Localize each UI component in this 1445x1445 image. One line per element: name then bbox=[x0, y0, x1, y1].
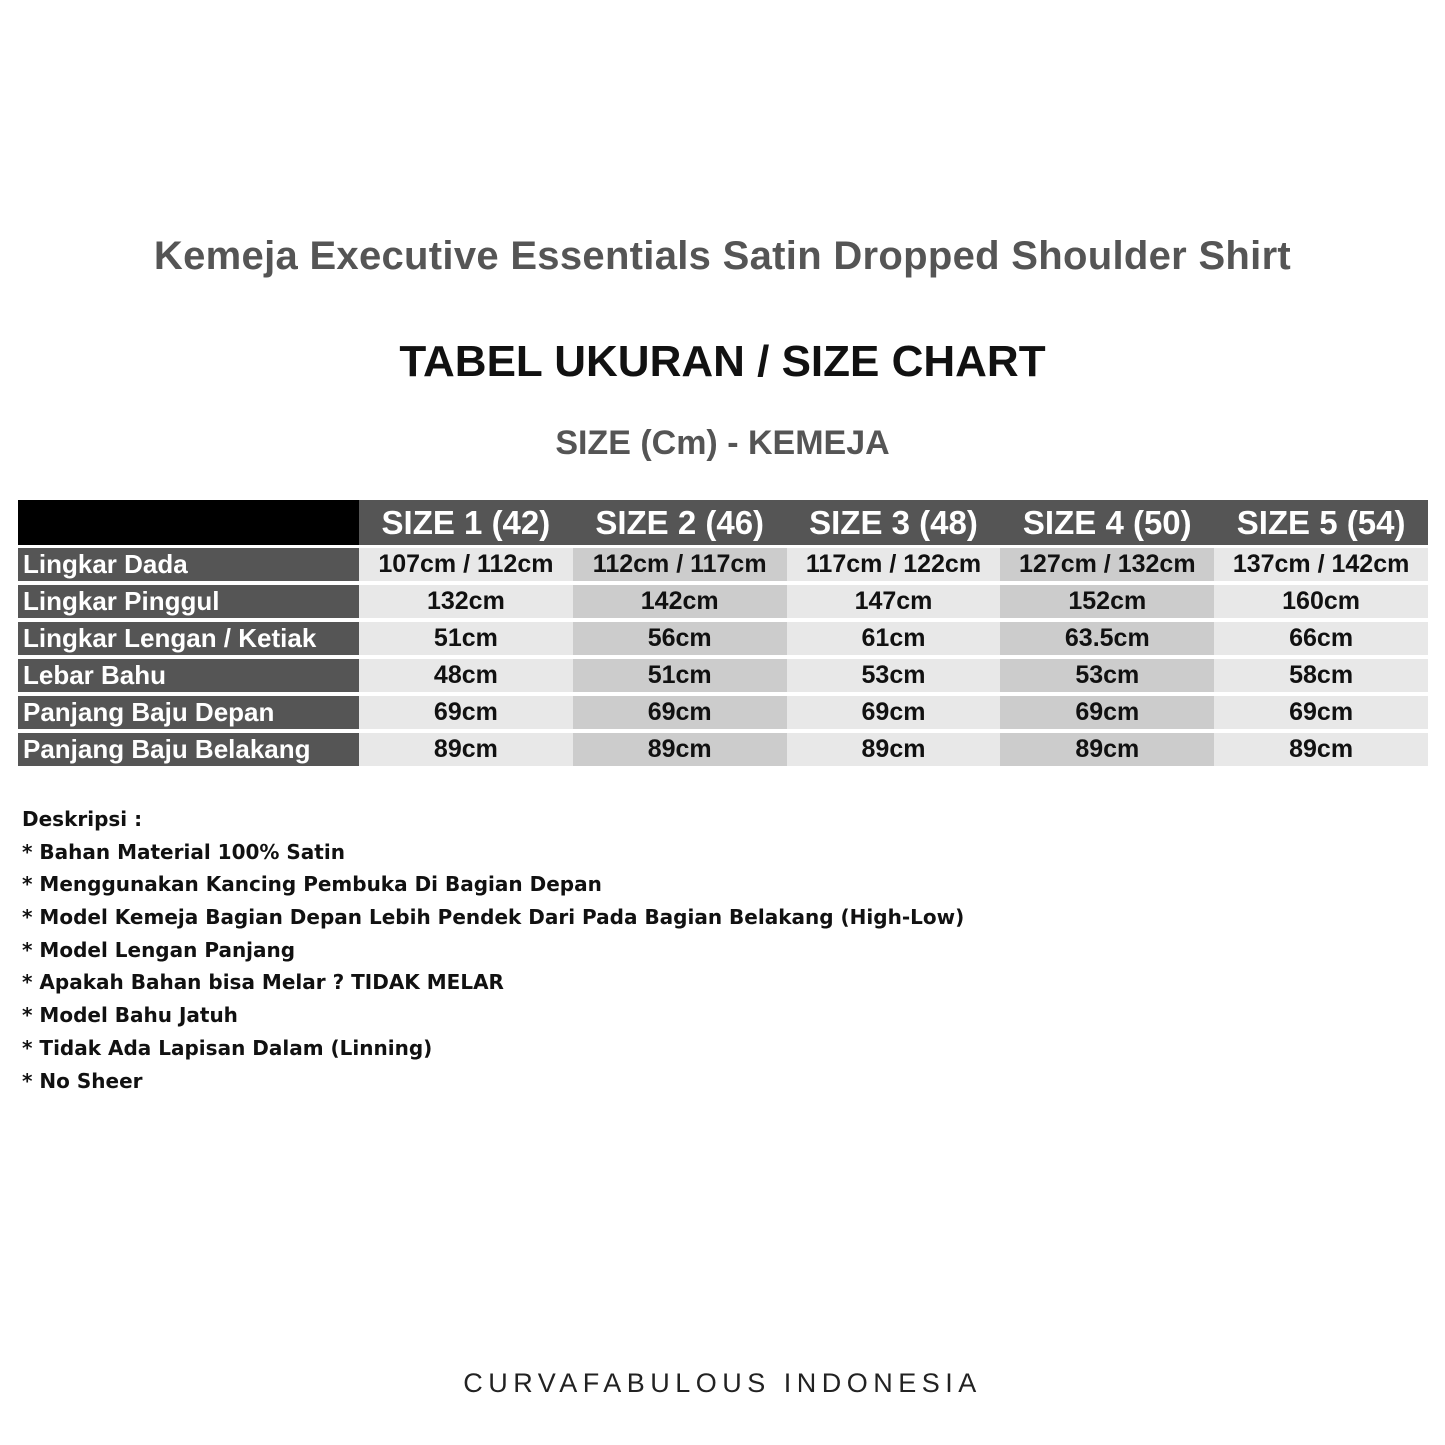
table-row bbox=[18, 548, 1428, 581]
description-heading: Deskripsi : bbox=[22, 807, 143, 831]
table-cell: 48cm bbox=[359, 659, 573, 692]
table-cell: 127cm / 132cm bbox=[1000, 548, 1214, 581]
table-cell: 61cm bbox=[787, 622, 1001, 655]
size-header-2: SIZE 2 (46) bbox=[573, 500, 787, 545]
table-cell: 137cm / 142cm bbox=[1214, 548, 1428, 581]
table-cell: 69cm bbox=[359, 696, 573, 729]
table-cell: 63.5cm bbox=[1000, 622, 1214, 655]
table-cell: 89cm bbox=[787, 733, 1001, 766]
table-row bbox=[18, 696, 1428, 729]
table-cell: 89cm bbox=[1214, 733, 1428, 766]
table-cell: 147cm bbox=[787, 585, 1001, 618]
description-item: * Bahan Material 100% Satin bbox=[22, 839, 345, 864]
table-cell: 152cm bbox=[1000, 585, 1214, 618]
description-item: * Tidak Ada Lapisan Dalam (Linning) bbox=[22, 1035, 433, 1060]
chart-subtitle: SIZE (Cm) - KEMEJA bbox=[555, 424, 890, 462]
table-row bbox=[18, 622, 1428, 655]
row-label: Lingkar Pinggul bbox=[18, 585, 359, 618]
description-item: * Model Kemeja Bagian Depan Lebih Pendek Dari Pada Bagian Belakang (High-Low) bbox=[22, 905, 965, 930]
brand-name: CURVAFABULOUS INDONESIA bbox=[463, 1368, 982, 1398]
table-header-row bbox=[18, 500, 1428, 545]
size-header-4: SIZE 4 (50) bbox=[1000, 500, 1214, 545]
product-title: Kemeja Executive Essentials Satin Dropped Shoulder Shirt bbox=[153, 234, 1292, 278]
table-row bbox=[18, 659, 1428, 692]
table-cell: 53cm bbox=[1000, 659, 1214, 692]
description-item: * Menggunakan Kancing Pembuka Di Bagian Depan bbox=[22, 872, 602, 897]
table-cell: 112cm / 117cm bbox=[573, 548, 787, 581]
table-cell: 160cm bbox=[1214, 585, 1428, 618]
size-header-1: SIZE 1 (42) bbox=[359, 500, 573, 545]
table-cell: 69cm bbox=[1214, 696, 1428, 729]
table-cell: 89cm bbox=[359, 733, 573, 766]
size-header-5: SIZE 5 (54) bbox=[1214, 500, 1428, 545]
table-cell: 89cm bbox=[1000, 733, 1214, 766]
description-item: * Model Bahu Jatuh bbox=[22, 1003, 238, 1028]
table-row bbox=[18, 585, 1428, 618]
table-cell: 69cm bbox=[1000, 696, 1214, 729]
description-item: * Apakah Bahan bisa Melar ? TIDAK MELAR bbox=[22, 970, 504, 995]
table-cell: 53cm bbox=[787, 659, 1001, 692]
row-label: Panjang Baju Belakang bbox=[18, 733, 359, 766]
table-cell: 69cm bbox=[787, 696, 1001, 729]
table-cell: 51cm bbox=[359, 622, 573, 655]
table-row bbox=[18, 733, 1428, 766]
row-label: Lingkar Dada bbox=[18, 548, 359, 581]
row-label: Panjang Baju Depan bbox=[18, 696, 359, 729]
table-cell: 89cm bbox=[573, 733, 787, 766]
table-cell: 132cm bbox=[359, 585, 573, 618]
size-table bbox=[18, 500, 1428, 770]
table-corner bbox=[18, 500, 359, 545]
description-item: * No Sheer bbox=[22, 1068, 143, 1093]
description bbox=[22, 803, 964, 1097]
row-label: Lingkar Lengan / Ketiak bbox=[18, 622, 359, 655]
table-cell: 56cm bbox=[573, 622, 787, 655]
table-cell: 66cm bbox=[1214, 622, 1428, 655]
table-cell: 107cm / 112cm bbox=[359, 548, 573, 581]
size-header-3: SIZE 3 (48) bbox=[787, 500, 1001, 545]
table-cell: 117cm / 122cm bbox=[787, 548, 1001, 581]
chart-title: TABEL UKURAN / SIZE CHART bbox=[399, 337, 1046, 386]
table-cell: 51cm bbox=[573, 659, 787, 692]
table-cell: 142cm bbox=[573, 585, 787, 618]
row-label: Lebar Bahu bbox=[18, 659, 359, 692]
table-cell: 69cm bbox=[573, 696, 787, 729]
description-item: * Model Lengan Panjang bbox=[22, 937, 296, 962]
table-cell: 58cm bbox=[1214, 659, 1428, 692]
